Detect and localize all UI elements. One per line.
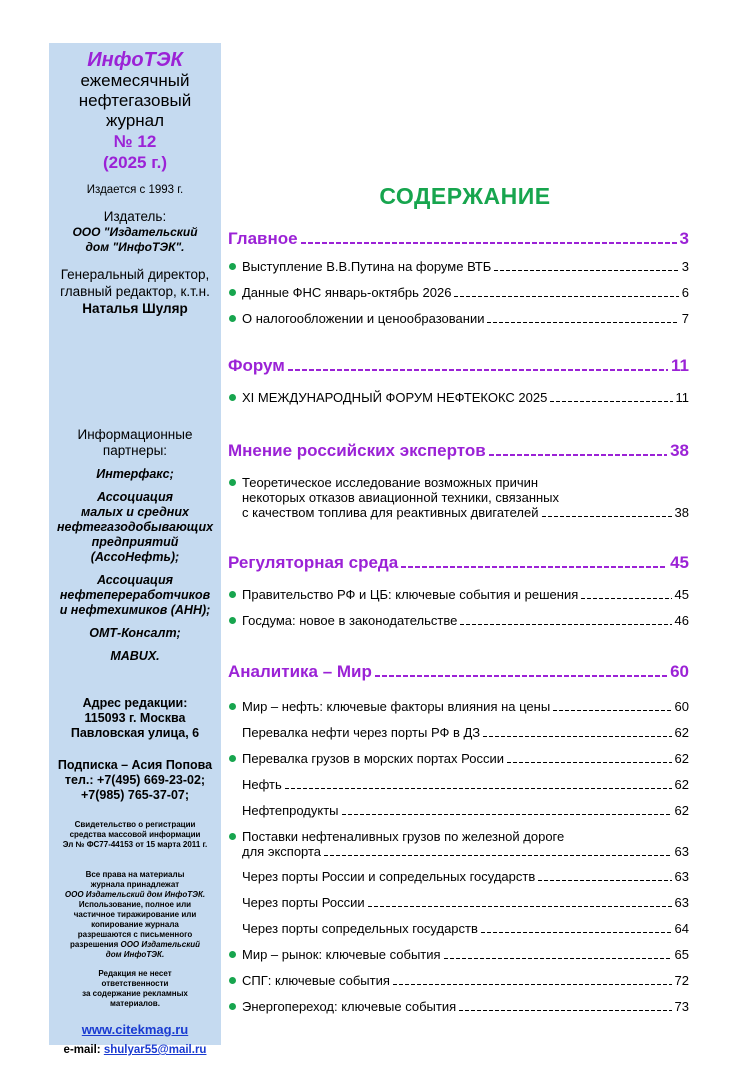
toc-title: СОДЕРЖАНИЕ [379,183,551,209]
item-title-line: с качеством топлива для реактивных двигателей [242,505,539,520]
info-partners [49,427,221,664]
dot-leader [285,788,672,789]
bullet-icon [228,390,242,406]
section-heading[interactable] [228,229,689,249]
item-page: 46 [674,613,689,628]
dot-leader [401,566,667,568]
partner-line: Ассоциация [97,573,173,587]
rights-text: разрешения [69,940,121,949]
bullet-icon [228,259,242,275]
issue-number: № 12 [113,132,157,151]
toc-subitem[interactable] [228,895,689,911]
magazine-brand: ИнфоТЭК [87,49,183,71]
item-page: 72 [674,973,689,988]
section-page: 38 [670,441,689,460]
rights-text: ООО Издательский [120,940,201,949]
subscription-contact [49,758,221,803]
subscription-line: +7(985) 765-37-07; [80,788,190,802]
section-label: Аналитика – Мир [228,662,372,681]
section-heading[interactable] [228,441,689,461]
partner-line: малых и средних [81,505,189,519]
address-line: Павловская улица, 6 [70,726,200,740]
item-page: 63 [674,844,689,859]
partner-line: и нефтехимиков (АНН); [59,603,211,617]
item-title: Через порты сопредельных государств [242,921,478,936]
dot-leader [375,675,667,677]
item-page: 38 [674,505,689,520]
toc-item[interactable] [228,475,689,520]
partner-line: предприятий [91,535,179,549]
item-body [228,829,689,859]
bullet-icon [228,751,242,767]
item-page: 62 [674,751,689,766]
dot-leader [483,736,671,737]
section-heading[interactable] [228,553,689,573]
partner-line: нефтепереработчиков [59,588,211,602]
email-row [49,1044,221,1056]
toc-section-main [228,229,689,327]
bullet-icon [228,475,242,490]
dot-leader [454,296,678,297]
item-title-line: для экспорта [242,844,322,859]
item-body [228,475,689,520]
section-page: 3 [679,229,689,248]
bullet-icon [228,613,242,629]
section-page: 11 [671,356,689,375]
dot-leader [342,814,672,815]
toc-item[interactable] [228,829,689,859]
rights-line: разрешаются с письменного [77,930,193,939]
dot-leader [494,270,678,271]
bullet-icon [228,285,242,301]
address-line: Адрес редакции: [82,696,188,710]
toc-section-forum [228,356,689,406]
section-label: Мнение российских экспертов [228,441,486,460]
partner-line: (АссоНефть); [90,550,180,564]
rights-notice [49,870,221,960]
item-page: 3 [681,259,689,274]
item-title: Мир – рынок: ключевые события [242,947,441,962]
certificate-line: Свидетельство о регистрации [74,820,196,829]
tagline-line: нефтегазовый [78,91,192,110]
item-last-line [228,505,689,520]
item-page: 62 [674,725,689,740]
toc-section-analytics-world [228,662,689,1015]
toc-item[interactable] [228,699,689,715]
dot-leader [393,984,672,985]
bullet-icon [228,699,242,715]
dot-leader [444,958,672,959]
rights-line [49,940,221,950]
item-title: XI МЕЖДУНАРОДНЫЙ ФОРУМ НЕФТЕКОКС 2025 [242,390,548,405]
item-title: Правительство РФ и ЦБ: ключевые события и решения [242,587,579,602]
item-title: Мир – нефть: ключевые факторы влияния на цены [242,699,551,714]
dot-leader [538,880,671,881]
bullet-icon [228,587,242,603]
section-label: Регуляторная среда [228,553,399,572]
item-first-line [228,829,689,844]
rights-line: ООО Издательский дом ИнфоТЭК. [64,890,206,899]
partner-line: Ассоциация [97,490,173,504]
responsibility-line: ответственности [101,979,169,988]
item-page: 62 [674,777,689,792]
toc-item[interactable] [228,390,689,406]
email-link[interactable]: shulyar55@mail.ru [103,1044,207,1056]
responsibility-line: Редакция не несет [98,969,172,978]
toc-subitem[interactable] [228,777,689,793]
item-title: Энергопереход: ключевые события [242,999,457,1014]
item-title: Через порты России [242,895,365,910]
section-heading[interactable] [228,356,689,376]
partner-line: ОМТ-Консалт; [89,626,181,640]
bullet-icon [228,999,242,1015]
item-page: 65 [674,947,689,962]
director-title-line: Генеральный директор, [60,267,210,282]
partner-mabux [49,649,221,664]
toc-item[interactable] [228,999,689,1015]
section-page: 45 [670,553,689,572]
registration-certificate [49,820,221,850]
item-first-line [228,475,689,490]
responsibility-line: материалов. [110,999,160,1008]
item-title: Нефть [242,777,282,792]
editorial-address [49,696,221,741]
dot-leader [550,401,672,402]
toc-section-regulatory [228,553,689,629]
subscription-line: тел.: +7(495) 669-23-02; [64,773,206,787]
bullet-icon [228,973,242,989]
subscription-line: Подписка – Асия Попова [57,758,213,772]
partners-label: партнеры: [102,443,168,458]
section-label: Форум [228,356,285,375]
bullet-icon [228,947,242,963]
dot-leader [460,624,671,625]
dot-leader [324,855,671,856]
toc-item[interactable] [228,259,689,275]
rights-line: Использование, полное или [78,900,192,909]
dot-leader [542,516,672,517]
toc-item[interactable] [228,947,689,963]
dot-leader [489,454,667,456]
toc-subitem[interactable] [228,921,689,937]
dot-leader [481,932,672,933]
toc-item[interactable] [228,311,689,327]
item-title: СПГ: ключевые события [242,973,390,988]
dot-leader [368,906,672,907]
toc-item[interactable] [228,587,689,603]
item-title-line: некоторых отказов авиационной техники, связанных [242,490,560,505]
certificate-line: средства массовой информации [69,830,201,839]
dot-leader [487,322,678,323]
partners-label: Информационные [77,427,193,442]
issue-year: (2025 г.) [103,153,167,172]
tagline-line: ежемесячный [80,71,190,90]
rights-line: журнала принадлежат [90,880,180,889]
sidebar [49,43,221,1056]
item-page: 64 [674,921,689,936]
item-page: 63 [674,869,689,884]
dot-leader [301,242,677,244]
item-page: 45 [674,587,689,602]
certificate-line: Эл № ФС77-44153 от 15 марта 2011 г. [62,840,208,849]
partner-omt [49,626,221,641]
toc-subitem[interactable] [228,869,689,885]
partner-interfax [49,467,221,482]
publisher-name: ООО "Издательский [72,225,198,239]
tagline-line: журнал [105,111,165,130]
item-title: Перевалка грузов в морских портах России [242,751,505,766]
item-title: Нефтепродукты [242,803,339,818]
toc-item[interactable] [228,613,689,629]
item-page: 11 [675,390,689,405]
bullet-icon [228,829,242,844]
toc-subitem[interactable] [228,725,689,741]
item-title-line: Теоретическое исследование возможных причин [242,475,539,490]
toc-section-experts [228,441,689,520]
dot-leader [553,710,671,711]
email-label: e-mail: [63,1044,101,1056]
item-page: 73 [674,999,689,1014]
dot-leader [581,598,671,599]
section-label: Главное [228,229,298,248]
section-heading[interactable] [228,662,689,682]
director-title-line: главный редактор, к.т.н. [60,284,210,299]
published-since: Издается с 1993 г. [86,184,184,196]
item-page: 62 [674,803,689,818]
item-last-line [228,844,689,859]
publisher-name: дом "ИнфоТЭК". [85,240,185,254]
dot-leader [288,369,668,371]
item-page: 60 [674,699,689,714]
item-title: О налогообложении и ценообразовании [242,311,485,326]
bullet-icon [228,311,242,327]
item-title-line: Поставки нефтеналивных грузов по железной дороге [242,829,565,844]
item-page: 6 [681,285,689,300]
rights-line: Все права на материалы [85,870,185,879]
partner-line: нефтегазодобывающих [56,520,214,534]
section-page: 60 [670,662,689,681]
responsibility-line: за содержание рекламных [82,989,188,998]
item-title: Данные ФНС январь-октябрь 2026 [242,285,452,300]
dot-leader [507,762,672,763]
toc-item[interactable] [228,285,689,301]
toc-item[interactable] [228,751,689,767]
rights-line: частичное тиражирование или [73,910,197,919]
dot-leader [459,1010,671,1011]
item-title: Госдума: новое в законодательстве [242,613,458,628]
publisher-label: Издатель: [103,209,167,224]
rights-line: копирование журнала [91,920,179,929]
responsibility-notice [49,969,221,1009]
director-title [49,266,221,300]
rights-line: дом ИнфоТЭК. [105,950,165,959]
toc-item[interactable] [228,973,689,989]
item-title: Перевалка нефти через порты РФ в ДЗ [242,725,481,740]
toc-subitem[interactable] [228,803,689,819]
item-page: 63 [674,895,689,910]
website-link[interactable]: www.citekmag.ru [81,1022,189,1037]
director-name: Наталья Шуляр [82,301,188,316]
partner-line: MABUX. [110,649,160,663]
item-title: Через порты России и сопредельных государств [242,869,536,884]
item-page: 7 [681,311,689,326]
partner-assoneft [49,490,221,565]
partner-ann [49,573,221,618]
address-line: 115093 г. Москва [84,711,186,725]
item-title: Выступление В.В.Путина на форуме ВТБ [242,259,492,274]
partner-line: Интерфакс; [96,467,174,481]
